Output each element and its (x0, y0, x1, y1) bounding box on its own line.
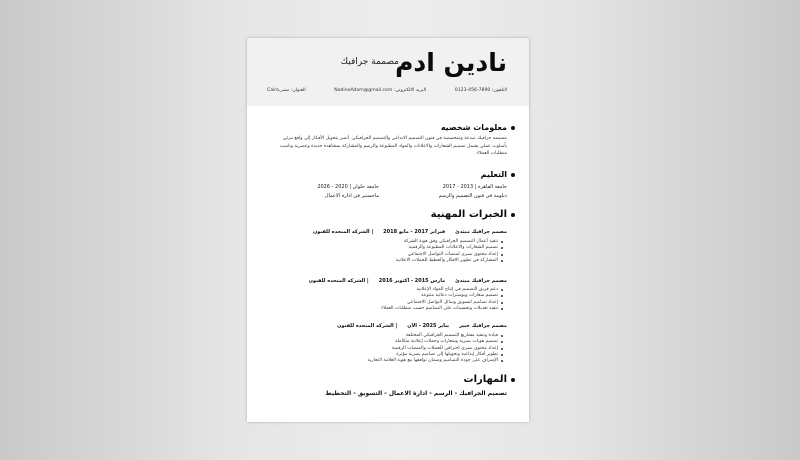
job-company: | الشركه المتحده للفنون (337, 323, 398, 329)
candidate-name: نادين ادم (395, 48, 507, 77)
resume-header (247, 38, 529, 106)
section-title-profile: معلومات شخصيه (441, 123, 515, 132)
list-item: تطوير أفكار إبداعية وتحويلها إلى تصاميم بصرية مؤثرة (368, 352, 503, 358)
skills-text: تصميم الجرافيك - الرسم - ادارة الاعمال - التسويق - التخطيط (325, 390, 507, 397)
list-item: الإشراف على جودة التصاميم وضمان توافقها مع هوية العلامة التجارية (368, 358, 503, 364)
education-degree-2: ماجستير في ادارة الاعمال (324, 193, 379, 199)
education-degree-1: دبلومة في فنون التصميم والرسم (438, 193, 507, 199)
job-role: مصمم جرافيك مبتدئ (455, 229, 507, 235)
contact-email: البريد الالكتروني: NadineAdam@gmail.com (334, 88, 427, 93)
contact-row (267, 88, 507, 93)
list-item: المشاركة في تطوير الافكار والخطط للحملات الاعلانية (396, 258, 503, 264)
job-dates: يناير 2025 - الآن (407, 323, 450, 329)
job-company: | الشركه المتحده للفنون (312, 229, 374, 235)
list-item: تصميم هويات بصرية وشعارات وحملات إعلانية متكاملة (368, 339, 503, 345)
profile-text: مصممه جرافيك مبدعة ومتخصصة في فنون التصميم الابداعي والتصميم الجرافيكي. أتميز بتحويل الأفكار إلى واقع مرئي بأسلوب عملي يشمل تصميم الشعارات والاعلانات والمواد المطبوعة والرسم والمشاركة بمشاهدة جديدة وعصرية وناسب متطلبات العملاء. (279, 136, 507, 156)
job-company: | الشركه المتحده للفنون (308, 278, 369, 284)
section-bullet-icon (511, 126, 515, 130)
education-school-2: جامعة حلوان | 2020 - 2026 (317, 184, 379, 190)
section-title-skills: المهارات (464, 374, 515, 385)
job-header-2 (267, 278, 507, 284)
section-bullet-icon (511, 213, 515, 217)
contact-phone: التلفون: 7890-456-0123 (454, 88, 507, 93)
candidate-role: مصممة جرافيك (340, 57, 399, 67)
resume-page (247, 38, 529, 422)
job-dates: فبراير 2017 - مايو 2018 (383, 229, 446, 235)
job-bullets-3 (368, 333, 503, 364)
job-bullets-1 (396, 239, 503, 264)
list-item: تصميم الشعارات والاعلانات المطبوعة والرقمية (396, 245, 503, 251)
education-school-1: جامعة القاهرة | 2013 - 2017 (442, 184, 507, 190)
contact-address: العنوان: مصر,Cairo (267, 88, 306, 93)
job-bullets-2 (381, 287, 503, 312)
section-bullet-icon (511, 378, 515, 382)
job-dates: مارس 2015 - اكتوبر 2016 (378, 278, 446, 284)
list-item: إعداد محتوى بصري لمنصات التواصل الاجتماعي (396, 252, 503, 258)
job-role: مصمم جرافيك مبتدئ (455, 278, 507, 284)
list-item: إعداد تصاميم لتسويق وسائل التواصل الاجتماعي (381, 300, 503, 306)
section-bullet-icon (511, 173, 515, 177)
section-title-education: التعليم (481, 170, 515, 179)
list-item: تنفيذ أعمال التصميم الجرافيكي وفق هوية الشركة (396, 239, 503, 245)
job-role: مصمم جرافيك خبير (459, 323, 507, 329)
list-item: تنفيذ تعديلات وتحسينات على التصاميم حسب متطلبات العملاء (381, 306, 503, 312)
list-item: إعداد محتوى بصري احترافي للحملات والمنصات الرقمية (368, 346, 503, 352)
list-item: تصميم شعارات وبوسترات دعائية متنوعة (381, 293, 503, 299)
job-header-1 (267, 229, 507, 235)
list-item: دعم فريق التصميم في إنتاج المواد الإعلانية (381, 287, 503, 293)
job-header-3 (267, 323, 507, 329)
section-title-experience: الخبرات المهنية (431, 209, 515, 220)
list-item: قيادة وتنفيذ مشاريع التصميم الجرافيكي المختلفة (368, 333, 503, 339)
